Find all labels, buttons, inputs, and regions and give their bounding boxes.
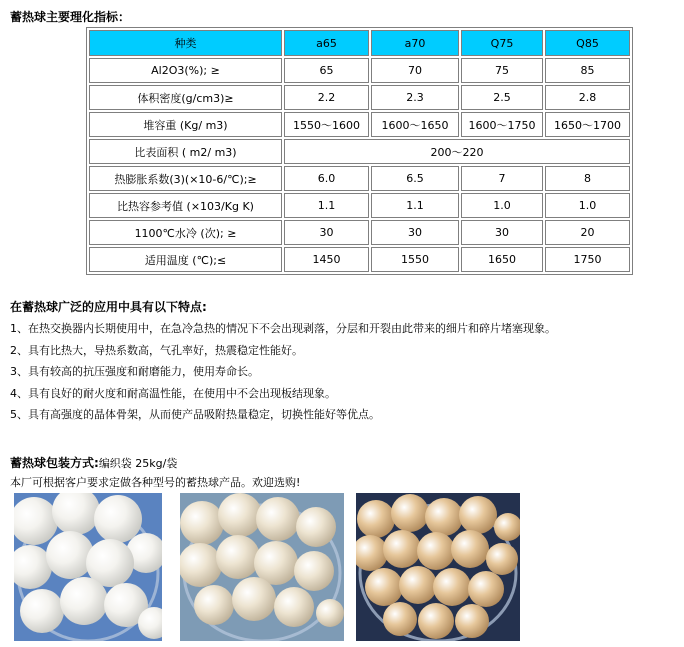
ceramic-ball xyxy=(274,587,314,627)
row-label-cell: 堆容重 (Kg/ m3) xyxy=(89,112,282,137)
ceramic-ball xyxy=(256,497,300,541)
cream-balls-photo xyxy=(180,493,344,641)
ceramic-ball xyxy=(218,493,262,537)
packaging-line xyxy=(10,454,177,471)
value-cell: 20 xyxy=(545,220,630,245)
value-cell: 1.1 xyxy=(371,193,459,218)
ceramic-ball xyxy=(180,543,222,587)
ceramic-ball xyxy=(46,531,94,579)
ceramic-ball xyxy=(232,577,276,621)
value-cell: 2.3 xyxy=(371,85,459,110)
ceramic-ball xyxy=(425,498,463,536)
spec-title: 蓄热球主要理化指标： xyxy=(10,10,131,24)
header-grade-cell: a65 xyxy=(284,30,369,56)
table-row xyxy=(89,247,630,272)
row-label-cell: 1100℃水冷 (次); ≥ xyxy=(89,220,282,245)
ceramic-ball xyxy=(194,585,234,625)
table-header-row xyxy=(89,30,630,56)
white-balls-photo xyxy=(14,493,162,641)
packaging-value: 编织袋 25kg/袋 xyxy=(98,457,178,470)
feature-item: 5、具有高强度的晶体骨架，从而使产品吸附热量稳定，切换性能好等优点。 xyxy=(10,408,380,422)
ceramic-ball xyxy=(365,568,403,606)
value-cell: 1600～1650 xyxy=(371,112,459,137)
value-cell: 7 xyxy=(461,166,543,191)
tan-balls-photo xyxy=(356,493,520,641)
header-type-cell: 种类 xyxy=(89,30,282,56)
ceramic-ball xyxy=(455,604,489,638)
value-cell: 2.8 xyxy=(545,85,630,110)
value-cell: 30 xyxy=(284,220,369,245)
value-cell: 6.0 xyxy=(284,166,369,191)
ceramic-ball xyxy=(216,535,260,579)
packaging-label: 蓄热球包装方式: xyxy=(10,456,99,470)
ceramic-ball xyxy=(94,495,142,543)
value-cell: 6.5 xyxy=(371,166,459,191)
row-label-cell: 体积密度(g/cm3)≥ xyxy=(89,85,282,110)
header-grade-cell: Q85 xyxy=(545,30,630,56)
value-cell: 65 xyxy=(284,58,369,83)
value-cell: 2.2 xyxy=(284,85,369,110)
table-row xyxy=(89,193,630,218)
feature-item: 3、具有较高的抗压强度和耐磨能力，使用寿命长。 xyxy=(10,365,259,379)
ceramic-ball xyxy=(468,571,504,607)
feature-item: 2、具有比热大，导热系数高，气孔率好，热震稳定性能好。 xyxy=(10,343,303,357)
ceramic-ball xyxy=(383,602,417,636)
value-cell: 2.5 xyxy=(461,85,543,110)
table-row xyxy=(89,85,630,110)
ceramic-ball xyxy=(391,494,429,532)
table-row xyxy=(89,58,630,83)
value-cell: 85 xyxy=(545,58,630,83)
row-label-cell: 比表面积 ( m2/ m3) xyxy=(89,139,282,164)
features-title: 在蓄热球广泛的应用中具有以下特点: xyxy=(10,300,207,314)
feature-item: 4、具有良好的耐火度和耐高温性能，在使用中不会出现板结现象。 xyxy=(10,386,336,400)
row-label-cell: 热膨胀系数(3)(×10-6/℃);≥ xyxy=(89,166,282,191)
ceramic-ball xyxy=(417,532,455,570)
ceramic-ball xyxy=(459,496,497,534)
ceramic-ball xyxy=(418,603,454,639)
value-cell: 70 xyxy=(371,58,459,83)
ceramic-ball xyxy=(486,543,518,575)
table-row xyxy=(89,139,630,164)
value-cell: 1.0 xyxy=(545,193,630,218)
ceramic-ball xyxy=(433,568,471,606)
features-list xyxy=(10,318,556,426)
ceramic-ball xyxy=(294,551,334,591)
ceramic-ball xyxy=(383,530,421,568)
header-grade-cell: a70 xyxy=(371,30,459,56)
ceramic-ball xyxy=(451,530,489,568)
row-label-cell: 适用温度 (℃);≤ xyxy=(89,247,282,272)
custom-order-note: 本厂可根据客户要求定做各种型号的蓄热球产品。欢迎选购! xyxy=(10,476,301,489)
spec-table xyxy=(86,27,633,275)
ceramic-ball xyxy=(20,589,64,633)
row-label-cell: Al2O3(%); ≥ xyxy=(89,58,282,83)
table-row xyxy=(89,112,630,137)
row-label-cell: 比热容参考值 (×103/Kg K) xyxy=(89,193,282,218)
value-cell: 1650～1700 xyxy=(545,112,630,137)
ceramic-ball xyxy=(180,501,224,545)
value-cell: 30 xyxy=(461,220,543,245)
value-cell: 1550～1600 xyxy=(284,112,369,137)
value-cell: 1450 xyxy=(284,247,369,272)
value-cell: 30 xyxy=(371,220,459,245)
value-cell: 1550 xyxy=(371,247,459,272)
value-cell: 1750 xyxy=(545,247,630,272)
feature-item: 1、在热交换器内长期使用中，在急冷急热的情况下不会出现剥落，分层和开裂由此带来的细片和碎片堵塞现象。 xyxy=(10,322,556,335)
value-cell: 8 xyxy=(545,166,630,191)
ceramic-ball xyxy=(316,599,344,627)
ceramic-ball xyxy=(296,507,336,547)
ceramic-ball xyxy=(60,577,108,625)
value-cell: 1.0 xyxy=(461,193,543,218)
value-cell-merged: 200～220 xyxy=(284,139,630,164)
value-cell: 1650 xyxy=(461,247,543,272)
ceramic-ball xyxy=(399,566,437,604)
header-grade-cell: Q75 xyxy=(461,30,543,56)
value-cell: 75 xyxy=(461,58,543,83)
table-row xyxy=(89,220,630,245)
table-row xyxy=(89,166,630,191)
value-cell: 1.1 xyxy=(284,193,369,218)
ceramic-ball xyxy=(357,500,395,538)
value-cell: 1600～1750 xyxy=(461,112,543,137)
